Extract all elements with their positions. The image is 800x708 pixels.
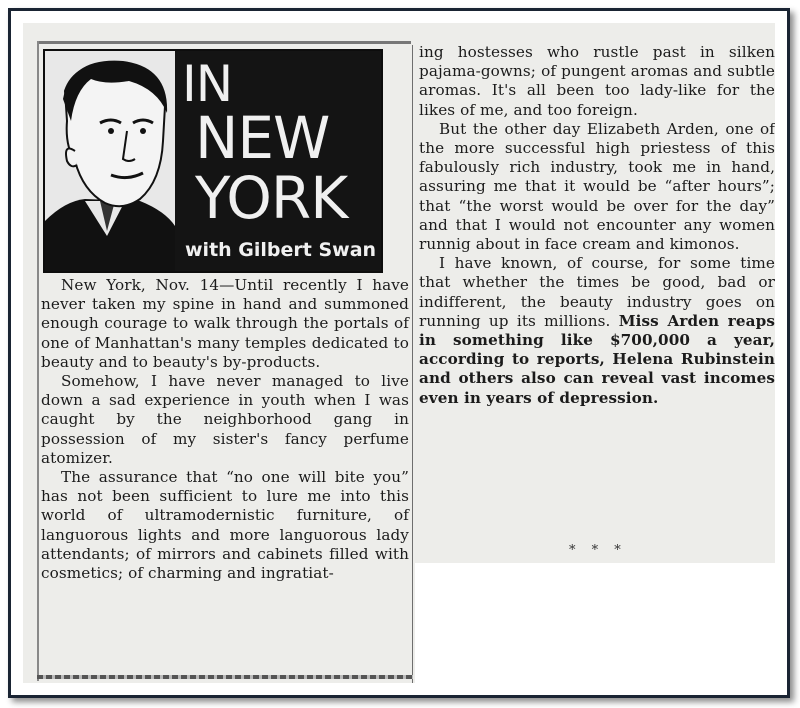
paragraph-beauty-industry — [419, 254, 775, 408]
industry-text: I have known, of course, for some time that whether the times be good, bad or indifferent, the beauty industry goes on running up its millions. — [419, 254, 775, 330]
left-column — [41, 276, 409, 583]
top-rule — [37, 41, 411, 44]
section-separator: * * * — [569, 543, 627, 558]
newspaper-clipping — [23, 23, 775, 683]
paragraph-atomizer: Somehow, I have never managed to live down a sad experience in youth when I was caught by the neighborhood gang in possession of my sister's fancy perfume atomizer. — [41, 372, 409, 467]
paragraph-dateline: New York, Nov. 14—Until recently I have never taken my spine in hand and summoned enough courage to walk through the portals of one of Manhattan's many temples dedicated to beauty and to beauty's by-products. — [41, 276, 409, 371]
paragraph-elizabeth-arden: But the other day Elizabeth Arden, one of the more successful high priestess of this fabulously rich industry, took me in hand, assuring me that it would be “after hours”; that “the worst would be over for the day” and that I would not encounter any women runnig about in face cream and kimonos. — [419, 119, 775, 254]
paragraph-assurance: The assurance that “no one will bite you” has not been sufficient to lure me into this world of ultramodernistic furniture, of languorous lights and more languorous lady attendants; of mirrors and cabinets filled with cosmetics; of charming and ingratiat- — [41, 468, 409, 583]
masthead-in: IN — [182, 55, 233, 113]
masthead-new: NEW — [195, 104, 330, 172]
right-column — [419, 43, 775, 408]
column-masthead — [43, 49, 383, 273]
paragraph-continuation: ing hostesses who rustle past in silken pajama-gowns; of pungent aromas and subtle aromas. It's all been too lady-like for the likes of me, and too foreign. — [419, 43, 775, 119]
column-divider — [412, 45, 413, 683]
clipping-frame — [8, 8, 790, 698]
left-rule — [37, 41, 39, 681]
bold-revenue-text: Miss Arden reaps in something like $700,000 a year, according to reports, Helena Rubinstein and others also can reveal vast incomes even in years of depression. — [419, 311, 775, 407]
masthead-byline: with Gilbert Swan — [185, 239, 377, 261]
blank-area — [415, 563, 775, 683]
bottom-rule — [37, 675, 413, 679]
masthead-york: YORK — [195, 164, 348, 232]
